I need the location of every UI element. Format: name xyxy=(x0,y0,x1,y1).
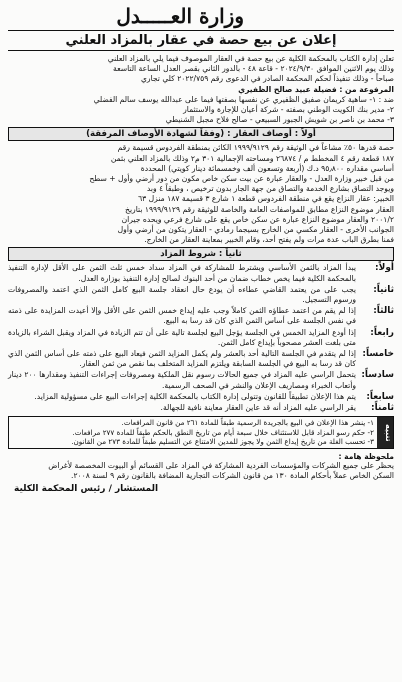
description-line-4: من قبل خبير وزارة العدل - والعقار عبارة عن بيت سكن خاص مكون من دور أرضي وأول + سطح xyxy=(89,174,394,184)
note-line-1: ١- ينشر هذا الإعلان في البيع بالجريدة الرسمية طبقاً للمادة ٢٦١ من قانون المرافعات. xyxy=(121,418,374,428)
term-item-1 xyxy=(8,263,394,283)
term-text: يقر الراسي عليه المزاد أنه قد عاين العقار معاينة نافية للجهالة. xyxy=(160,403,356,413)
term-text: يتم هذا الإعلان تطبيقاً للقانون وتتولى إدارة الكتاب بالمحكمة الكلية إجراءات البيع على مسؤولية المزايد. xyxy=(34,391,356,401)
notes-body xyxy=(9,417,377,448)
ministry-name: وزارة العـــــدل xyxy=(116,4,244,28)
description-line-8: ٢٠٠١/٢ والعقار موضوع النزاع عبارة عن سكن خاص يقع على شارع فرعي ويحده جيران xyxy=(121,214,394,224)
term-text: إذا لم يتقدم في الجلسة التالية أحد بالعشر ولم يكمل المزايد الثمن فيعاد البيع على ذمته على أساس الثمن الذي كان قد رسا به البيع في الجلسة السابقة ويلتزم المزايد المتخلف بما نقص من ثمن العقار. xyxy=(8,349,356,369)
description-line-6: الخبير: عقار النزاع يقع في منطقة الفردوس قطعة ١ شارع ٣ قسيمة ١٨٧ منزل ٦٣ xyxy=(138,194,394,204)
term-text: إذا أودع المزايد الخمس في الجلسة يؤجل البيع لجلسة تالية على أن تتم الزيادة في المزاد ويقبل الشراء بالزيادة متى بلغت العشر مصحوباً بإيداع كامل الثمن. xyxy=(8,327,356,347)
notes-box xyxy=(8,416,394,449)
description-line-10: فمنا بطرق الباب عدة مرات ولم يفتح أحد، وقام الخبير بمعاينة العقار من الخارج. xyxy=(144,235,394,245)
term-item-6 xyxy=(8,370,394,390)
description-line-9: الجوانب الأخرى - العقار مكسي من الخارج بسيجما رمادي - العقار يتكون من أرضي وأول xyxy=(117,225,394,235)
description-line-5: ويوجد التصاق بشارع الخدمة والتصاق من جهة الجار بدون ترخيص ، وطبقاً ٤ وبد xyxy=(146,184,394,194)
term-item-3 xyxy=(8,306,394,326)
term-number: سابعاً: xyxy=(366,391,394,402)
section-property-description: أولاً : أوصاف العقار : (وفقاً لشهادة الأوصاف المرفقة) xyxy=(8,127,394,141)
note-line-2: ٢- حكم رسو المزاد قابل للاستئناف خلال سبعة أيام من تاريخ النطق بالحكم طبقاً للمادة ٢٧٧ مرافعات. xyxy=(72,427,374,437)
masthead xyxy=(8,4,394,28)
notes-tab-label: تنبيه xyxy=(377,417,393,448)
intro-line-2: وذلك يوم الاثنين الموافق ٢٠٢٤/٩/٣٠ - قاعة ٤٨ - بالدور الثاني بقصر العدل الساعة التاسعة xyxy=(113,64,394,74)
term-number: ثامناً: xyxy=(371,403,394,414)
description-line-1: حصة قدرها ٥٠٪ مشاعاً في الوثيقة رقم ١٩٩٩/٩١٢٩ الكائن بمنطقة الفردوس قسيمة رقم xyxy=(117,143,394,153)
defendant-line-2: ٢- مدير بنك الكويت الوطني بصفته - شركة أعيان للإجارة والاستثمار xyxy=(183,105,394,115)
term-text: يجب على من يعتمد القاضي عطاءه أن يودع حال انعقاد جلسة البيع كامل الثمن الذي اعتمد والمصروفات ورسوم التسجيل. xyxy=(8,284,356,305)
term-item-4 xyxy=(8,328,394,348)
term-number: سادساً: xyxy=(361,370,394,381)
note-line-3: ٣- تحسب الغلة من تاريخ إيداع الثمن ولا يجوز للمدين الامتناع عن التسليم طبقاً للمادة ٢٧٣ من القانون. xyxy=(71,437,374,447)
term-text: يبدأ المزاد بالثمن الأساسي ويشترط للمشاركة في المزاد سداد خمس ثلث الثمن على الأقل لإدارة التنفيذ بالمحكمة الكلية فيما يخص خطاب ضمان من أحد البنوك لصالح إدارة التنفيذ بوزارة العدل. xyxy=(8,263,356,283)
description-line-3: أساسي مقداره ٩٥٫٨٠٠ د.ك (أربعة وتسعون ألف وخمسمائة دينار كويتي) المحددة xyxy=(140,163,394,173)
defendant-line-3: ٣- محمد بن ناصر بن شويش الجبور السبيعي - صالح فلاح مجبل الشنيطي xyxy=(165,115,394,125)
term-number: أولاً: xyxy=(375,263,394,274)
description-block xyxy=(8,143,394,245)
term-number: ثالثاً: xyxy=(373,306,394,317)
terms-list xyxy=(8,263,394,413)
intro-line-1: تعلن إدارة الكتاب بالمحكمة الكلية عن بيع حصة في العقار الموصوف فيما يلي بالمزاد العلني xyxy=(107,54,394,63)
description-line-7: العقار موضوع النزاع مطابق للمواصفات العامة والخاصة للوثيقة رقم ١٩٩٩/٩١٢٩ بتاريخ xyxy=(125,204,394,214)
intro-line-3: صباحاً - وذلك تنفيذاً لحكم المحكمة الصادر في الدعوى رقم ٢٠٢٢/٧٥٩ كلي تجاري xyxy=(140,74,394,84)
term-item-7 xyxy=(8,392,394,402)
remark-title: ملحوظة هامة : xyxy=(338,452,394,462)
term-item-2 xyxy=(8,285,394,305)
term-number: خامساً: xyxy=(362,349,394,360)
plaintiff-line: المرفوعة من : فضيلة عبيد صالح الظفيري xyxy=(238,84,394,94)
term-item-5 xyxy=(8,349,394,369)
term-number: ثانياً: xyxy=(373,284,394,295)
notice-title: إعلان عن بيع حصة في عقار بالمزاد العلني xyxy=(8,30,394,51)
remark-line-2: السكن الخاص عملاً بأحكام المادة ١٣٠ من قانون الشركات التجارية المضافة بالقانون رقم ٩ لسنة ٢٠٠٨. xyxy=(71,471,394,481)
term-text: يتحمل الراسي عليه المزاد في جميع الحالات رسوم نقل الملكية ومصروفات إجراءات التنفيذ ومقدارها ٢٠٠ دينار وأتعاب الخبراء ومصاريف الإعلان والنشر في الصحف الرسمية. xyxy=(8,370,356,390)
remark-line-1: يحظر على جميع الشركات والمؤسسات الفردية المشاركة في المزاد على القسائم أو البيوت المخصصة لأغراض xyxy=(48,461,394,471)
defendant-line-1: ضد : ١- ساهية كريمان صفيق الظفيري عن نفسها بصفتها فيما على عبدالله يوسف سالم الفضلي xyxy=(93,94,394,104)
intro-block xyxy=(8,54,394,125)
description-line-2: ١٨٧ قطعة رقم ٤ المخطط م / ٢٦٨٧٤ ومساحته الإجمالية ٣٠١ م٢ وذلك بالمزاد العلني بثمن xyxy=(110,153,394,163)
term-text: إذا لم يقم من اعتمد عطاؤه الثمن كاملاً وجب عليه إيداع خمس الثمن على الأقل وإلا أعيدت المزايدة على ذمته في نفس الجلسة على أساس الثمن الذي كان قد رسا به البيع. xyxy=(8,306,356,326)
term-number: رابعاً: xyxy=(370,327,394,338)
term-item-8 xyxy=(8,403,394,413)
signature: المستشار / رئيس المحكمة الكلية xyxy=(14,484,159,495)
section-auction-terms: ثانياً : شروط المزاد xyxy=(8,247,394,261)
